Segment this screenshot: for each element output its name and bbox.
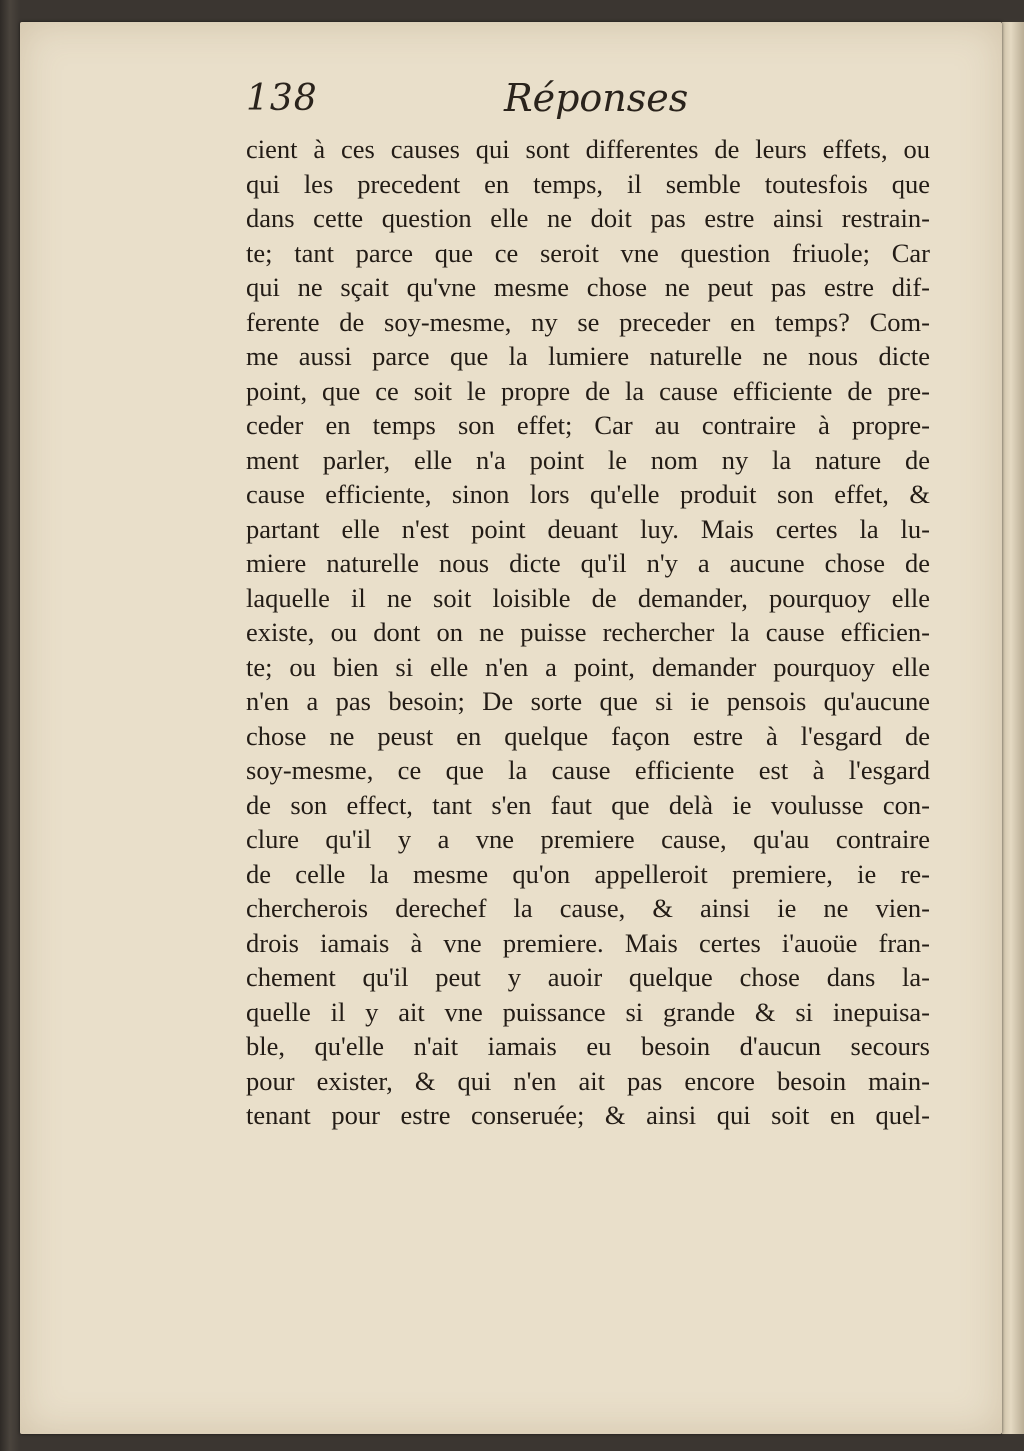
text-line: ceder en temps son effet; Car au contraire à propre- bbox=[246, 410, 930, 440]
text-line: te; tant parce que ce seroit vne question friuole; Car bbox=[246, 237, 930, 268]
text-line: point, que ce soit le propre de la cause efficiente de pre- bbox=[246, 375, 930, 406]
text-line: me aussi parce que la lumiere naturelle ne nous dicte bbox=[246, 341, 930, 371]
text-line: miere naturelle nous dicte qu'il n'y a aucune chose de bbox=[246, 548, 930, 578]
text-line: drois iamais à vne premiere. Mais certes i'auoüe fran- bbox=[246, 927, 930, 958]
text-line: laquelle il ne soit loisible de demander, pourquoy elle bbox=[246, 582, 930, 613]
text-line: existe, ou dont on ne puisse rechercher la cause efficien- bbox=[246, 617, 930, 647]
page-number: 138 bbox=[246, 78, 318, 119]
text-line: ble, qu'elle n'ait iamais eu besoin d'aucun secours bbox=[246, 1031, 930, 1061]
text-line: n'en a pas besoin; De sorte que si ie pensois qu'aucune bbox=[246, 686, 930, 716]
text-line: dans cette question elle ne doit pas estre ainsi restrain- bbox=[246, 203, 930, 233]
text-line: soy-mesme, ce que la cause efficiente est à l'esgard bbox=[246, 755, 930, 785]
text-line: ferente de soy-mesme, ny se preceder en temps? Com- bbox=[246, 306, 930, 337]
text-line: clure qu'il y a vne premiere cause, qu'au contraire bbox=[246, 824, 930, 854]
text-line: qui ne sçait qu'vne mesme chose ne peut pas estre dif- bbox=[246, 272, 930, 302]
page-header bbox=[246, 72, 936, 132]
text-line: de celle la mesme qu'on appelleroit premiere, ie re- bbox=[246, 858, 930, 889]
running-head: Réponses bbox=[504, 76, 689, 120]
text-line: chose ne peust en quelque façon estre à l'esgard de bbox=[246, 720, 930, 751]
text-line: ment parler, elle n'a point le nom ny la nature de bbox=[246, 444, 930, 475]
next-page-edge bbox=[1002, 22, 1024, 1434]
body-text bbox=[246, 132, 930, 1133]
text-line: partant elle n'est point deuant luy. Mais certes la lu- bbox=[246, 513, 930, 544]
text-line: quelle il y ait vne puissance si grande & si inepuisa- bbox=[246, 996, 930, 1027]
text-line: cient à ces causes qui sont differentes de leurs effets, ou bbox=[246, 134, 930, 164]
text-line: pour exister, & qui n'en ait pas encore besoin main- bbox=[246, 1065, 930, 1096]
text-line: tenant pour estre conseruée; & ainsi qui soit en quel- bbox=[246, 1100, 930, 1130]
text-line: te; ou bien si elle n'en a point, demander pourquoy elle bbox=[246, 651, 930, 682]
text-line: de son effect, tant s'en faut que delà ie voulusse con- bbox=[246, 789, 930, 820]
text-line: chercherois derechef la cause, & ainsi ie ne vien- bbox=[246, 893, 930, 923]
text-line: qui les precedent en temps, il semble toutesfois que bbox=[246, 168, 930, 199]
text-line: cause efficiente, sinon lors qu'elle produit son effet, & bbox=[246, 479, 930, 509]
text-line: chement qu'il peut y auoir quelque chose dans la- bbox=[246, 962, 930, 992]
